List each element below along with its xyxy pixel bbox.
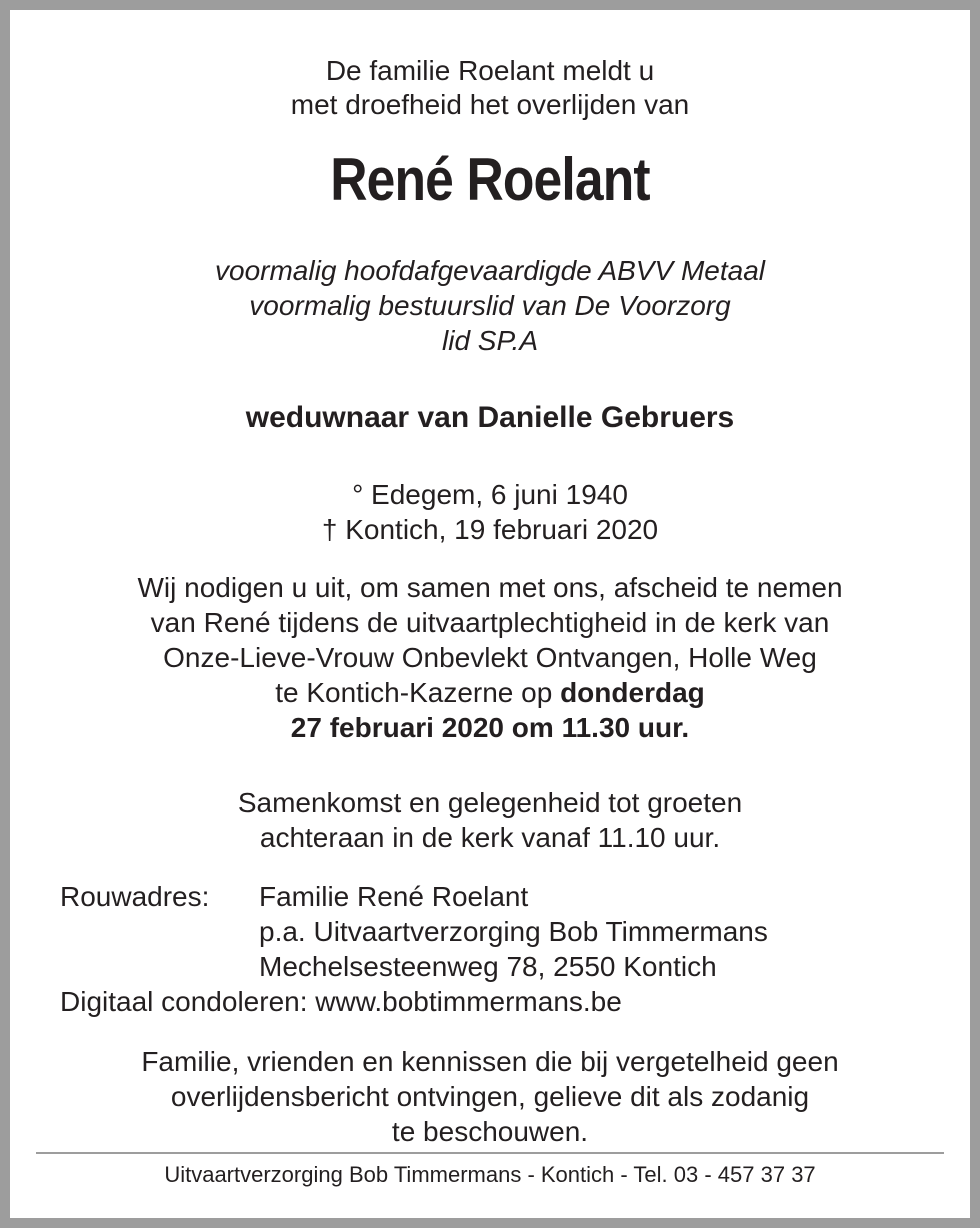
role-line-1: voormalig hoofdafgevaardigde ABVV Metaal	[215, 255, 765, 286]
death-notice	[10, 10, 970, 1218]
funeral-date-time: 27 februari 2020 om 11.30 uur.	[290, 712, 690, 743]
invitation-line-4	[10, 676, 970, 710]
death-line: † Kontich, 19 februari 2020	[321, 514, 659, 545]
notice-line-1: Familie, vrienden en kennissen die bij vergetelheid geen	[141, 1046, 839, 1077]
widower-line: weduwnaar van Danielle Gebruers	[245, 401, 735, 434]
footer-funeral-home: Uitvaartverzorging Bob Timmermans - Kontich - Tel. 03 - 457 37 37	[164, 1162, 816, 1187]
address-line-2: p.a. Uitvaartverzorging Bob Timmermans	[259, 916, 768, 947]
condolence-line: Digitaal condoleren: www.bobtimmermans.be	[60, 986, 622, 1017]
deceased-name: René Roelant	[330, 146, 650, 213]
address-line-3: Mechelsesteenweg 78, 2550 Kontich	[259, 951, 717, 982]
notice-line-2: overlijdensbericht ontvingen, gelieve dit als zodanig	[170, 1081, 810, 1112]
intro-line-2: met droefheid het overlijden van	[290, 89, 690, 120]
intro-line-1: De familie Roelant meldt u	[325, 55, 655, 86]
invitation-line-1: Wij nodigen u uit, om samen met ons, afscheid te nemen	[137, 572, 843, 603]
invitation-line-3: Onze-Lieve-Vrouw Onbevlekt Ontvangen, Holle Weg	[163, 642, 817, 673]
gathering-line-1: Samenkomst en gelegenheid tot groeten	[237, 787, 743, 818]
invitation-line-4-prefix: te Kontich-Kazerne op	[275, 677, 561, 708]
footer-divider	[36, 1152, 944, 1154]
invitation-line-2: van René tijdens de uitvaartplechtigheid in de kerk van	[150, 607, 830, 638]
notice-line-3: te beschouwen.	[391, 1116, 589, 1147]
gathering-line-2: achteraan in de kerk vanaf 11.10 uur.	[259, 822, 721, 853]
birth-line: ° Edegem, 6 juni 1940	[352, 479, 628, 510]
role-line-2: voormalig bestuurslid van De Voorzorg	[249, 290, 731, 321]
role-line-3: lid SP.A	[442, 325, 538, 356]
invitation-weekday: donderdag	[560, 677, 705, 708]
address-label: Rouwadres:	[60, 881, 210, 912]
address-line-1: Familie René Roelant	[259, 881, 529, 912]
